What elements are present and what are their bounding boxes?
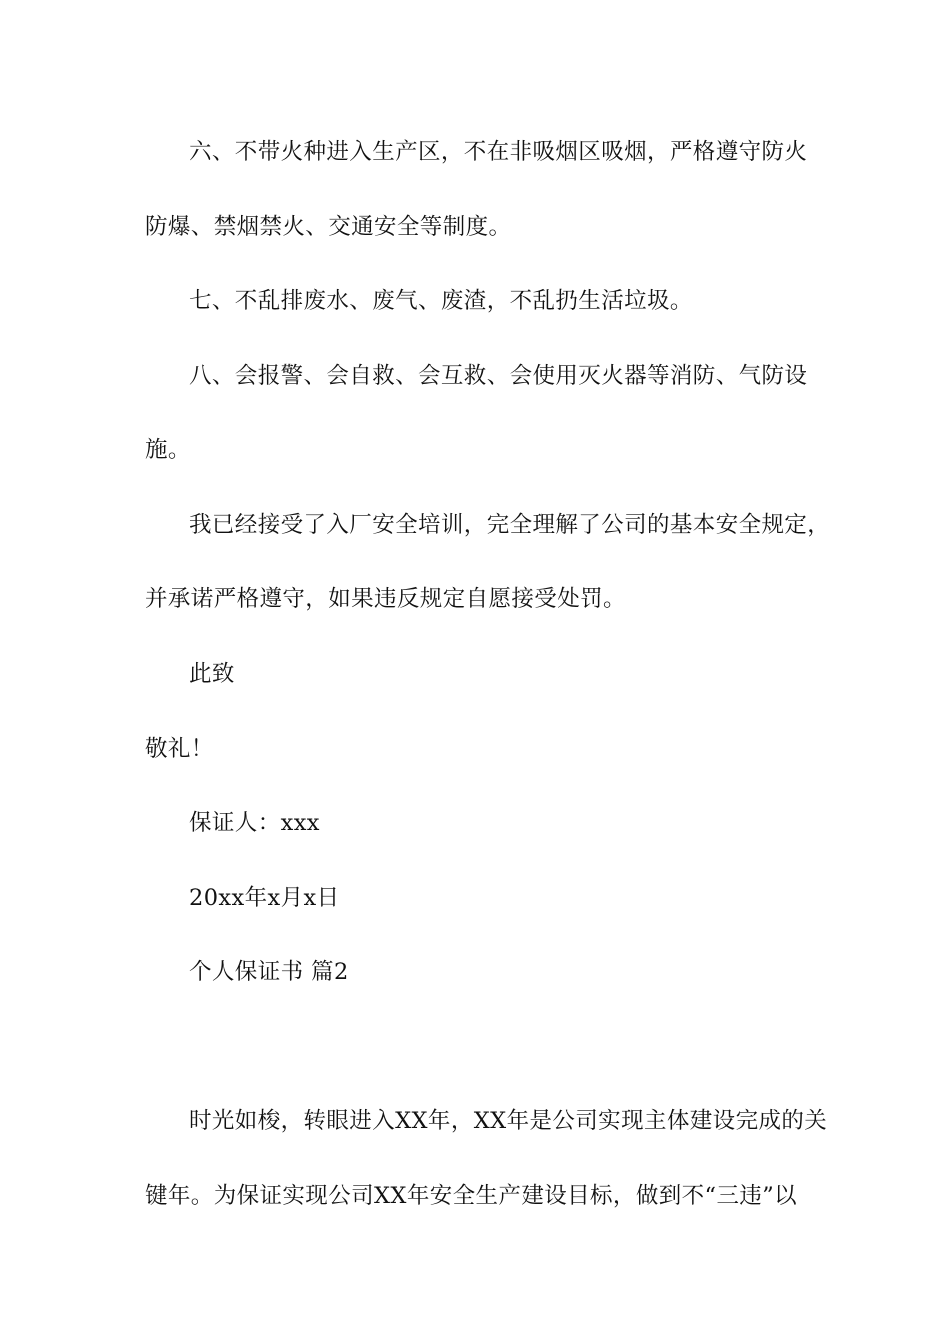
paragraph-intro-line-2: 键年。为保证实现公司XX年安全生产建设目标，做到不“三违”以 (145, 1183, 798, 1209)
paragraph-item-eight-line-1: 八、会报警、会自救、会互救、会使用灭火器等消防、气防设 (189, 363, 808, 389)
paragraph-pledge-line-2: 并承诺严格遵守，如果违反规定自愿接受处罚。 (145, 586, 626, 612)
paragraph-item-eight-line-2: 施。 (145, 437, 191, 463)
paragraph-item-seven: 七、不乱排废水、废气、废渣，不乱扔生活垃圾。 (189, 288, 693, 314)
guarantor-name: 保证人：xxx (189, 810, 320, 836)
closing-regards: 敬礼！ (145, 736, 214, 762)
paragraph-item-six-line-2: 防爆、禁烟禁火、交通安全等制度。 (145, 214, 512, 240)
paragraph-item-six-line-1: 六、不带火种进入生产区，不在非吸烟区吸烟，严格遵守防火 (189, 139, 808, 165)
paragraph-pledge-line-1: 我已经接受了入厂安全培训，完全理解了公司的基本安全规定， (189, 512, 831, 538)
section-title: 个人保证书 篇2 (189, 959, 349, 985)
closing-salutation: 此致 (189, 661, 235, 687)
paragraph-intro-line-1: 时光如梭，转眼进入XX年，XX年是公司实现主体建设完成的关 (189, 1108, 828, 1134)
signature-date: 20xx年x月x日 (189, 885, 340, 911)
